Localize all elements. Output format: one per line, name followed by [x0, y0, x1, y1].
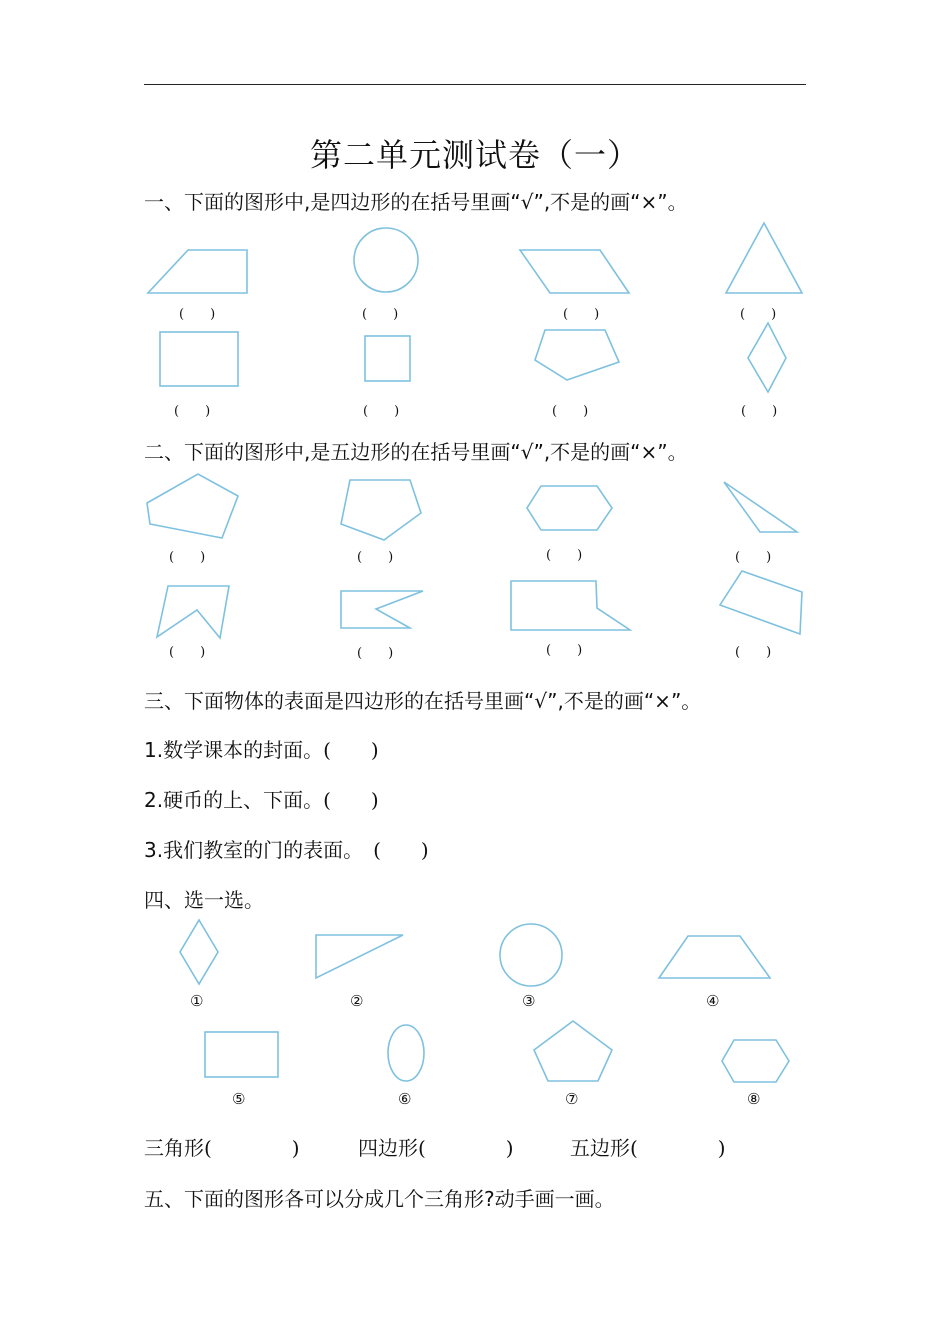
section5-heading: 五、下面的图形各可以分成几个三角形?动手画一画。: [144, 1187, 615, 1211]
answer-paren[interactable]: ( ): [735, 550, 772, 565]
hexagon-icon: [527, 486, 612, 530]
answer-paren[interactable]: ( ): [362, 307, 399, 322]
pentagon-icon: [535, 330, 619, 380]
section4-heading: 四、选一选。: [144, 888, 264, 912]
right-triangle-icon: [316, 935, 403, 978]
section3-heading: 三、下面物体的表面是四边形的在括号里画“√”,不是的画“×”。: [144, 689, 702, 713]
label-3: ③: [522, 992, 536, 1010]
circle-icon: [500, 924, 562, 986]
answer-paren[interactable]: ( ): [357, 550, 394, 565]
answer-paren[interactable]: ( ): [546, 643, 583, 658]
answer-paren[interactable]: ( ): [357, 646, 394, 661]
square-icon: [365, 336, 410, 381]
trapezoid-icon: [659, 936, 770, 978]
label-6: ⑥: [398, 1090, 412, 1108]
pentagon-notch-icon: [157, 586, 229, 638]
answer-pentagon: 五边形( ): [570, 1136, 726, 1160]
rhombus-icon: [180, 920, 218, 984]
answer-paren[interactable]: ( ): [735, 645, 772, 660]
answer-quadrilateral: 四边形( ): [358, 1136, 514, 1160]
section3-item-3: 3.我们教室的门的表面。 ( ): [144, 838, 429, 862]
answer-paren[interactable]: ( ): [546, 548, 583, 563]
pentagon-icon: [147, 474, 238, 538]
rhombus-icon: [748, 323, 786, 392]
answer-paren[interactable]: ( ): [363, 404, 400, 419]
rectangle-icon: [160, 332, 238, 386]
section1-heading: 一、下面的图形中,是四边形的在括号里画“√”,不是的画“×”。: [144, 190, 688, 214]
section2-heading: 二、下面的图形中,是五边形的在括号里画“√”,不是的画“×”。: [144, 440, 688, 464]
answer-paren[interactable]: ( ): [174, 404, 211, 419]
answer-paren[interactable]: ( ): [563, 307, 600, 322]
label-8: ⑧: [747, 1090, 761, 1108]
answer-paren[interactable]: ( ): [740, 307, 777, 322]
answer-paren[interactable]: ( ): [179, 307, 216, 322]
answer-paren[interactable]: ( ): [552, 404, 589, 419]
section3-item-2: 2.硬币的上、下面。( ): [144, 788, 379, 812]
parallelogram-icon: [520, 250, 629, 293]
quadrilateral-icon: [720, 571, 802, 634]
label-2: ②: [350, 992, 364, 1010]
answer-paren[interactable]: ( ): [169, 645, 206, 660]
pentagon-notch-icon: [341, 591, 423, 628]
pentagon-icon: [511, 581, 630, 630]
hexagon-icon: [722, 1040, 789, 1082]
page-title: 第二单元测试卷（一）: [309, 136, 640, 174]
pentagon-icon: [341, 480, 421, 540]
ellipse-icon: [388, 1025, 424, 1081]
label-1: ①: [190, 992, 204, 1010]
trapezoid-icon: [148, 250, 247, 293]
answer-paren[interactable]: ( ): [741, 404, 778, 419]
label-4: ④: [706, 992, 720, 1010]
label-7: ⑦: [565, 1090, 579, 1108]
triangle-icon: [726, 223, 802, 293]
answer-triangle: 三角形( ): [144, 1136, 300, 1160]
section3-item-1: 1.数学课本的封面。( ): [144, 738, 379, 762]
triangle-icon: [724, 482, 797, 532]
label-5: ⑤: [232, 1090, 246, 1108]
rectangle-icon: [205, 1032, 278, 1077]
answer-paren[interactable]: ( ): [169, 550, 206, 565]
circle-icon: [354, 228, 418, 292]
pentagon-icon: [534, 1021, 612, 1081]
